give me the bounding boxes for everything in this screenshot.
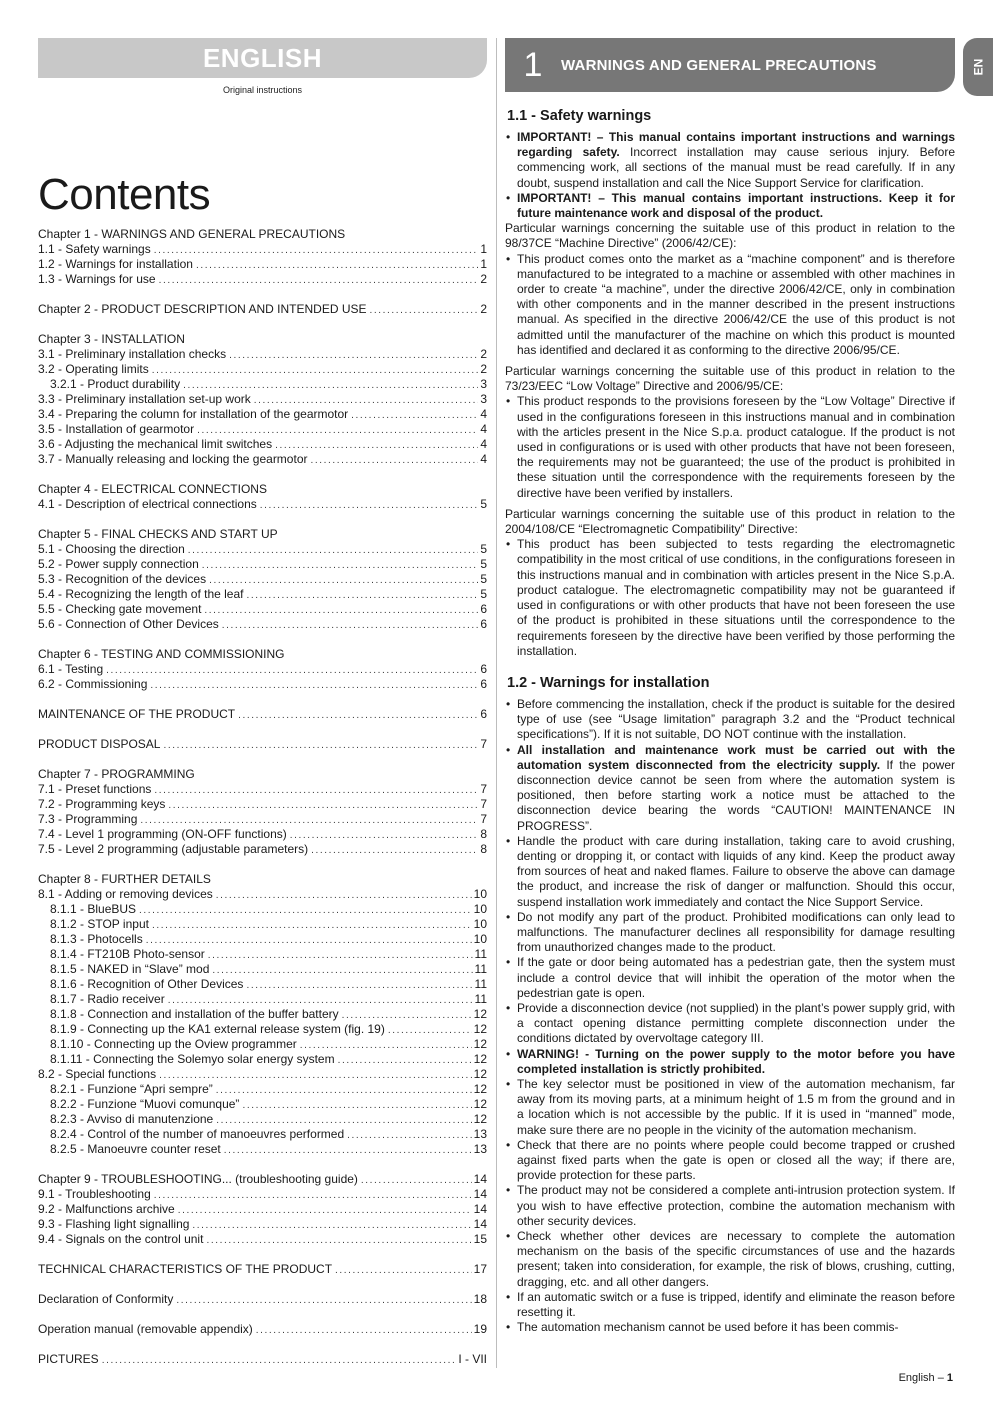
toc-entry[interactable]: 8.1.9 - Connecting up the KA1 external release system (fig. 19) ..... 12 (38, 1022, 487, 1037)
right-column (505, 38, 955, 1335)
toc-pictures[interactable]: PICTURES ..... I - VII (38, 1352, 487, 1367)
toc-entry[interactable]: 5.4 - Recognizing the length of the leaf ..... 5 (38, 587, 487, 602)
toc-entry[interactable]: 6.1 - Testing ..... 6 (38, 662, 487, 677)
toc-entry[interactable]: 8.1.8 - Connection and installation of the buffer battery ..... 12 (38, 1007, 487, 1022)
bullet-item: • This product has been subjected to tests regarding the electromagnetic compatibility in the most critical of use conditions, in the configurations foreseen in this instructions manual and in combination with articles present in the Nice S.p.A. product catalogue. The electromagnetic compatibility may not be guaranteed if used in configurations or with other products that have not been foreseen the use of the product is prohibited in these situations until the correspondence to the requirements foreseen by the directive have been verified by those performing the installation. (505, 537, 955, 659)
toc-entry[interactable]: 8.1.4 - FT210B Photo-sensor ..... 11 (38, 947, 487, 962)
toc-entry[interactable]: 1.1 - Safety warnings ..... 1 (38, 242, 487, 257)
toc-entry[interactable]: 3.2 - Operating limits ..... 2 (38, 362, 487, 377)
bullet-item: • Check that there are no points where people could become trapped or crushed against fixed parts when the gate is open or closed all the way; if there are, provide protection for these parts. (505, 1138, 955, 1184)
toc-entry[interactable]: 3.6 - Adjusting the mechanical limit switches ..... 4 (38, 437, 487, 452)
toc-entry[interactable]: 8.1.10 - Connecting up the Oview programmer ..... 12 (38, 1037, 487, 1052)
toc-entry[interactable]: 8.1.3 - Photocells ..... 10 (38, 932, 487, 947)
toc-entry[interactable]: 8.1.1 - BlueBUS ..... 10 (38, 902, 487, 917)
toc-entry[interactable]: 7.1 - Preset functions ..... 7 (38, 782, 487, 797)
bullet-item: • Provide a disconnection device (not supplied) in the plant’s power supply grid, with a contact opening distance permitting complete disconnection under the conditions dictated by overvoltage category III. (505, 1001, 955, 1047)
contents-title: Contents (38, 170, 211, 219)
bullet-item: • The key selector must be positioned in view of the automation mechanism, far away from its moving parts, at a minimum height of 1.5 m from the ground and in a location which is not accessible by the public. If it is used in “manned” mode, make sure there are no people in the vicinity of the automation mechanism. (505, 1077, 955, 1138)
toc-entry[interactable]: 8.1.7 - Radio receiver ..... 11 (38, 992, 487, 1007)
toc-entry[interactable]: 8.2.1 - Funzione “Apri sempre” ..... 12 (38, 1082, 487, 1097)
toc-chapter-5[interactable]: Chapter 5 - FINAL CHECKS AND START UP (38, 527, 278, 541)
chapter-number: 1 (523, 45, 543, 84)
toc-entry[interactable]: 3.7 - Manually releasing and locking the gearmotor ..... 4 (38, 452, 487, 467)
bullet-item: • The automation mechanism cannot be used before it has been commis- (505, 1320, 955, 1335)
toc-entry[interactable]: 8.2.3 - Avviso di manutenzione ..... 12 (38, 1112, 487, 1127)
toc-declaration[interactable]: Declaration of Conformity ..... 18 (38, 1292, 487, 1307)
toc-entry[interactable]: 8.1.5 - NAKED in “Slave” mod ..... 11 (38, 962, 487, 977)
paragraph: Particular warnings concerning the suitable use of this product in relation to the 73/23/EEC “Low Voltage” Directive and 2006/95/CE: (505, 364, 955, 394)
toc-chapter-3[interactable]: Chapter 3 - INSTALLATION (38, 332, 185, 346)
toc-entry[interactable]: 5.3 - Recognition of the devices ..... 5 (38, 572, 487, 587)
chapter-title: WARNINGS AND GENERAL PRECAUTIONS (561, 56, 877, 74)
toc-entry[interactable]: 7.3 - Programming ..... 7 (38, 812, 487, 827)
toc-entry[interactable]: 1.2 - Warnings for installation ..... 1 (38, 257, 487, 272)
bullet-item: • If the gate or door being automated has a pedestrian gate, then the system must include a control device that will inhibit the operation of the motor when the pedestrian gate is open. (505, 955, 955, 1001)
bullet-item: • IMPORTANT! – This manual contains important instructions and warnings regarding safety. Incorrect installation may cause serious injury. Before commencing work, all sections of the manual must be read carefully. If in any doubt, suspend installation and call the Nice Support Service for clarification. (505, 130, 955, 191)
toc-chapter-2[interactable]: Chapter 2 - PRODUCT DESCRIPTION AND INTENDED USE ..... 2 (38, 302, 487, 317)
toc-entry[interactable]: 4.1 - Description of electrical connections ..... 5 (38, 497, 487, 512)
toc-chapter-1[interactable]: Chapter 1 - WARNINGS AND GENERAL PRECAUTIONS (38, 227, 346, 241)
toc-entry[interactable]: 3.2.1 - Product durability ..... 3 (38, 377, 487, 392)
bullet-item: • This product responds to the provisions foreseen by the “Low Voltage” Directive if used in the configurations foreseen in this instructions manual and in combination with the articles present in the Nice S.p.a. product catalogue. If the product is not used in configurations or is used with other products that have not been foreseen, the requirements may not be guaranteed; the use of the product is prohibited in these situation until the correspondence with the requirements foreseen by the directive have been verified by installers. (505, 394, 955, 500)
toc-entry[interactable]: 8.2.4 - Control of the number of manoeuvres performed ..... 13 (38, 1127, 487, 1142)
bullet-item: • Do not modify any part of the product. Prohibited modifications can only lead to malfunctions. The manufacturer declines all responsibility for damage resulting from unauthorized changes made to the product. (505, 910, 955, 956)
bullet-item: • Before commencing the installation, check if the product is suitable for the desired type of use (see “Usage limitation” paragraph 3.2 and the “Product technical specifications”). If it is not suitable, DO NOT continue with the installation. (505, 697, 955, 743)
toc-entry[interactable]: 5.1 - Choosing the direction ..... 5 (38, 542, 487, 557)
page-number: 1 (946, 1372, 953, 1384)
toc-entry[interactable]: 7.2 - Programming keys ..... 7 (38, 797, 487, 812)
toc-entry[interactable]: 9.3 - Flashing light signalling ..... 14 (38, 1217, 487, 1232)
bullet-item: • This product comes onto the market as a “machine component” and is therefore manufactured to be integrated to a machine or assembled with other machines in order to create “a machine”, under the directive 2006/42/CE, only in combination with other components and in the manner described in the present instructions manual. As specified in the directive 2006/42/CE the use of this product is not admitted until the manufacturer of the machine on which this product is mounted has identified and declared it as conforming to the directive 2006/95/CE. (505, 252, 955, 358)
paragraph: Particular warnings concerning the suitable use of this product in relation to the 98/37CE “Machine Directive” (2006/42/CE): (505, 221, 955, 251)
toc-entry[interactable]: 3.5 - Installation of gearmotor ..... 4 (38, 422, 487, 437)
toc-chapter-7[interactable]: Chapter 7 - PROGRAMMING (38, 767, 195, 781)
toc-chapter-6[interactable]: Chapter 6 - TESTING AND COMMISSIONING (38, 647, 285, 661)
section-title-1-2: 1.2 - Warnings for installation (507, 674, 710, 691)
original-instructions-note: Original instructions (222, 85, 303, 95)
toc-entry[interactable]: 9.4 - Signals on the control unit ..... 15 (38, 1232, 487, 1247)
toc-entry[interactable]: 8.1.6 - Recognition of Other Devices ..... 11 (38, 977, 487, 992)
section-title-1-1: 1.1 - Safety warnings (507, 108, 652, 124)
chapter-banner (505, 38, 955, 92)
toc-entry[interactable]: 8.1.11 - Connecting the Solemyo solar energy system ..... 12 (38, 1052, 487, 1067)
bullet-item: • All installation and maintenance work must be carried out with the automation system disconnected from the electricity supply. If the power disconnection device cannot be seen from where the automation system is positioned, then before starting work a notice must be attached to the disconnection device bearing the words “CAUTION! MAINTENANCE IN PROGRESS”. (505, 743, 955, 834)
bullet-item: • WARNING! - Turning on the power supply to the motor before you have completed installation is strictly prohibited. (505, 1047, 955, 1077)
toc-entry[interactable]: 7.4 - Level 1 programming (ON-OFF functions) ..... 8 (38, 827, 487, 842)
toc-entry[interactable]: 1.3 - Warnings for use ..... 2 (38, 272, 487, 287)
bullet-item: • The product may not be considered a complete anti-intrusion protection system. If you wish to have effective protection, combine the automation mechanism with other security devices. (505, 1183, 955, 1229)
toc-entry[interactable]: 7.5 - Level 2 programming (adjustable parameters) ..... 8 (38, 842, 487, 857)
toc-entry[interactable]: 8.2 - Special functions ..... 12 (38, 1067, 487, 1082)
toc-operation-manual[interactable]: Operation manual (removable appendix) ..... 19 (38, 1322, 487, 1337)
toc-entry[interactable]: 5.5 - Checking gate movement ..... 6 (38, 602, 487, 617)
toc-entry[interactable]: 3.1 - Preliminary installation checks ..... 2 (38, 347, 487, 362)
page-footer: English – 1 (898, 1372, 953, 1384)
table-of-contents (38, 227, 487, 1367)
language-label: ENGLISH (202, 42, 323, 73)
toc-maintenance[interactable]: MAINTENANCE OF THE PRODUCT ..... 6 (38, 707, 487, 722)
paragraph: Particular warnings concerning the suitable use of this product in relation to the 2004/108/CE “Electromagnetic Compatibility” Directive: (505, 506, 955, 537)
toc-entry[interactable]: 8.2.2 - Funzione “Muovi comunque” ..... 12 (38, 1097, 487, 1112)
language-tab: EN (963, 38, 993, 96)
bullet-item: • IMPORTANT! – This manual contains important instructions. Keep it for future maintenance work and disposal of the product. (505, 191, 955, 221)
toc-disposal[interactable]: PRODUCT DISPOSAL ..... 7 (38, 737, 487, 752)
toc-entry[interactable]: 8.2.5 - Manoeuvre counter reset ..... 13 (38, 1142, 487, 1157)
toc-chapter-8[interactable]: Chapter 8 - FURTHER DETAILS (38, 872, 211, 886)
toc-entry[interactable]: 6.2 - Commissioning ..... 6 (38, 677, 487, 692)
toc-technical[interactable]: TECHNICAL CHARACTERISTICS OF THE PRODUCT ..... 17 (38, 1262, 487, 1277)
toc-entry[interactable]: 9.1 - Troubleshooting ..... 14 (38, 1187, 487, 1202)
left-column (38, 38, 487, 1367)
language-banner (38, 38, 487, 78)
toc-chapter-9[interactable]: Chapter 9 - TROUBLESHOOTING... (troubleshooting guide) ..... 14 (38, 1172, 487, 1187)
toc-entry[interactable]: 8.1.2 - STOP input ..... 10 (38, 917, 487, 932)
bullet-item: • Check whether other devices are necessary to complete the automation mechanism on the basis of the specific circumstances of use and the hazards present; taken into consideration, for example, the risk of blows, crushing, cutting, dragging, etc. and all other dangers. (505, 1229, 955, 1290)
toc-entry[interactable]: 8.1 - Adding or removing devices ..... 10 (38, 887, 487, 902)
bullet-item: • If an automatic switch or a fuse is tripped, identify and eliminate the reason before resetting it. (505, 1290, 955, 1320)
section-1-1-body (505, 130, 955, 659)
toc-entry[interactable]: 9.2 - Malfunctions archive ..... 14 (38, 1202, 487, 1217)
toc-chapter-4[interactable]: Chapter 4 - ELECTRICAL CONNECTIONS (38, 482, 267, 496)
toc-entry[interactable]: 5.6 - Connection of Other Devices ..... 6 (38, 617, 487, 632)
toc-entry[interactable]: 3.3 - Preliminary installation set-up work ..... 3 (38, 392, 487, 407)
toc-entry[interactable]: 3.4 - Preparing the column for installation of the gearmotor ..... 4 (38, 407, 487, 422)
section-1-2-body (505, 697, 955, 1336)
column-divider (496, 38, 497, 1368)
bullet-item: • Handle the product with care during installation, taking care to avoid crushing, denting or dropping it, or contact with liquids of any kind. Keep the product away from sources of heat and naked flames. Failure to observe the above can damage the product, and increase the risk of danger or malfunction. Should this occur, suspend installation work immediately and contact the Nice Support Service. (505, 834, 955, 910)
toc-entry[interactable]: 5.2 - Power supply connection ..... 5 (38, 557, 487, 572)
